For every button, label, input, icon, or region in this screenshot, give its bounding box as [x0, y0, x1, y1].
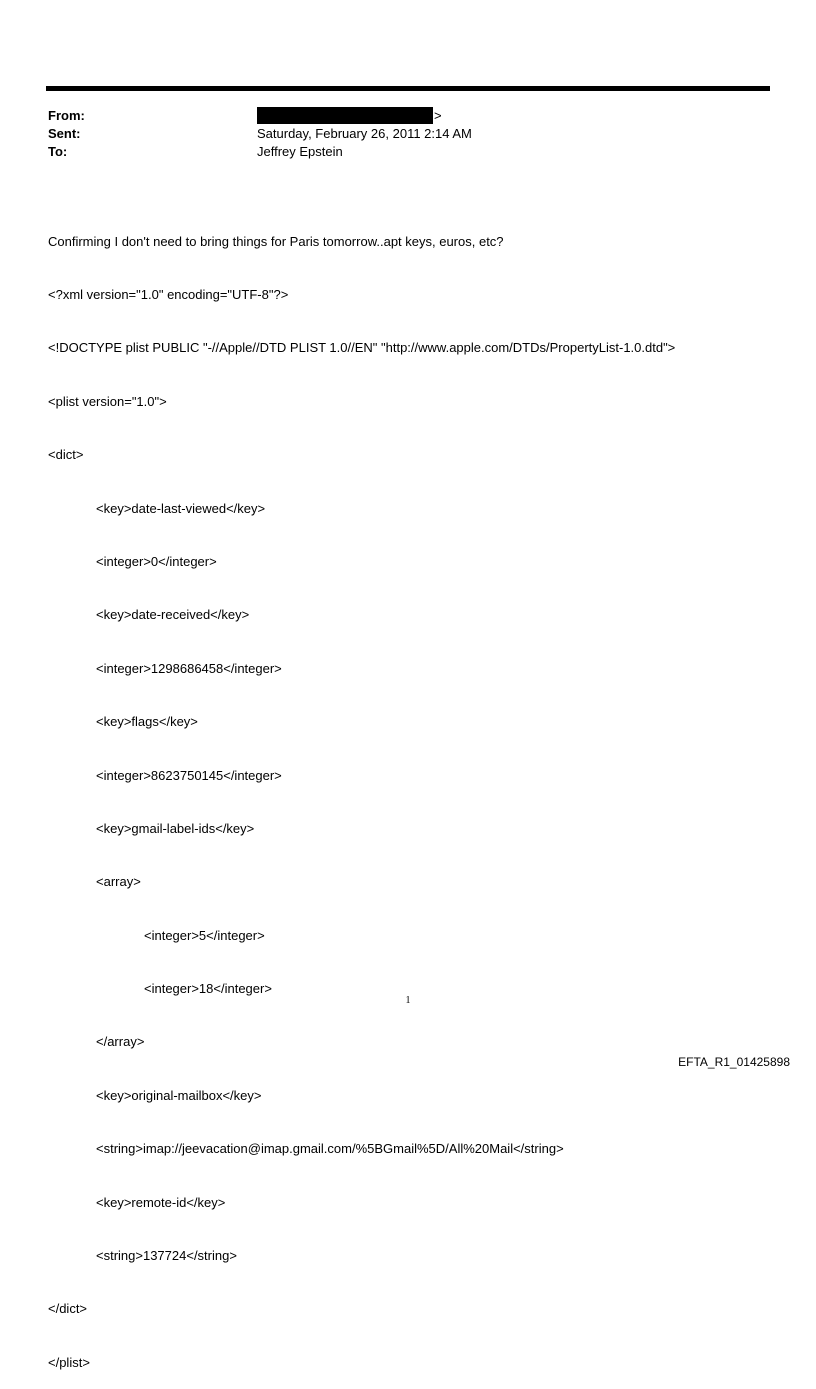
body-line: </plist> — [48, 1354, 90, 1370]
body-line: <!DOCTYPE plist PUBLIC "-//Apple//DTD PLIST 1.0//EN" "http://www.apple.com/DTDs/PropertyList-1.0.dtd"> — [48, 340, 676, 356]
from-value — [257, 107, 442, 125]
from-suffix: > — [434, 108, 442, 123]
redaction-block — [257, 107, 433, 124]
body-line: <integer>8623750145</integer> — [96, 767, 282, 783]
body-line: <key>original-mailbox</key> — [96, 1087, 262, 1103]
body-line: Confirming I don't need to bring things for Paris tomorrow..apt keys, euros, etc? — [48, 233, 504, 249]
body-line: <?xml version="1.0" encoding="UTF-8"?> — [48, 286, 289, 302]
body-line: <string>imap://jeevacation@imap.gmail.com/%5BGmail%5D/All%20Mail</string> — [96, 1141, 564, 1157]
sent-value: Saturday, February 26, 2011 2:14 AM — [257, 126, 472, 141]
body-line: <key>flags</key> — [96, 714, 198, 730]
body-line: <key>remote-id</key> — [96, 1194, 226, 1210]
bates-number: EFTA_R1_01425898 — [678, 1055, 790, 1069]
header-rule — [46, 86, 770, 91]
to-value: Jeffrey Epstein — [257, 144, 343, 159]
body-line: <dict> — [48, 447, 84, 463]
body-line: </array> — [96, 1034, 145, 1050]
body-line: <integer>0</integer> — [96, 553, 217, 569]
body-line: <string>137724</string> — [96, 1248, 237, 1264]
sent-label: Sent: — [48, 126, 81, 141]
body-line: <key>date-received</key> — [96, 607, 250, 623]
body-line: </dict> — [48, 1301, 88, 1317]
body-line: <array> — [96, 874, 141, 890]
body-line: <plist version="1.0"> — [48, 393, 167, 409]
body-line: <integer>1298686458</integer> — [96, 660, 282, 676]
body-line: <key>gmail-label-ids</key> — [96, 820, 255, 836]
page-number: 1 — [405, 995, 411, 1006]
body-line: <integer>18</integer> — [144, 981, 272, 997]
to-label: To: — [48, 144, 68, 159]
body-line: <integer>5</integer> — [144, 927, 265, 943]
from-label: From: — [48, 108, 85, 123]
body-line: <key>date-last-viewed</key> — [96, 500, 266, 516]
message-body — [48, 197, 675, 1389]
